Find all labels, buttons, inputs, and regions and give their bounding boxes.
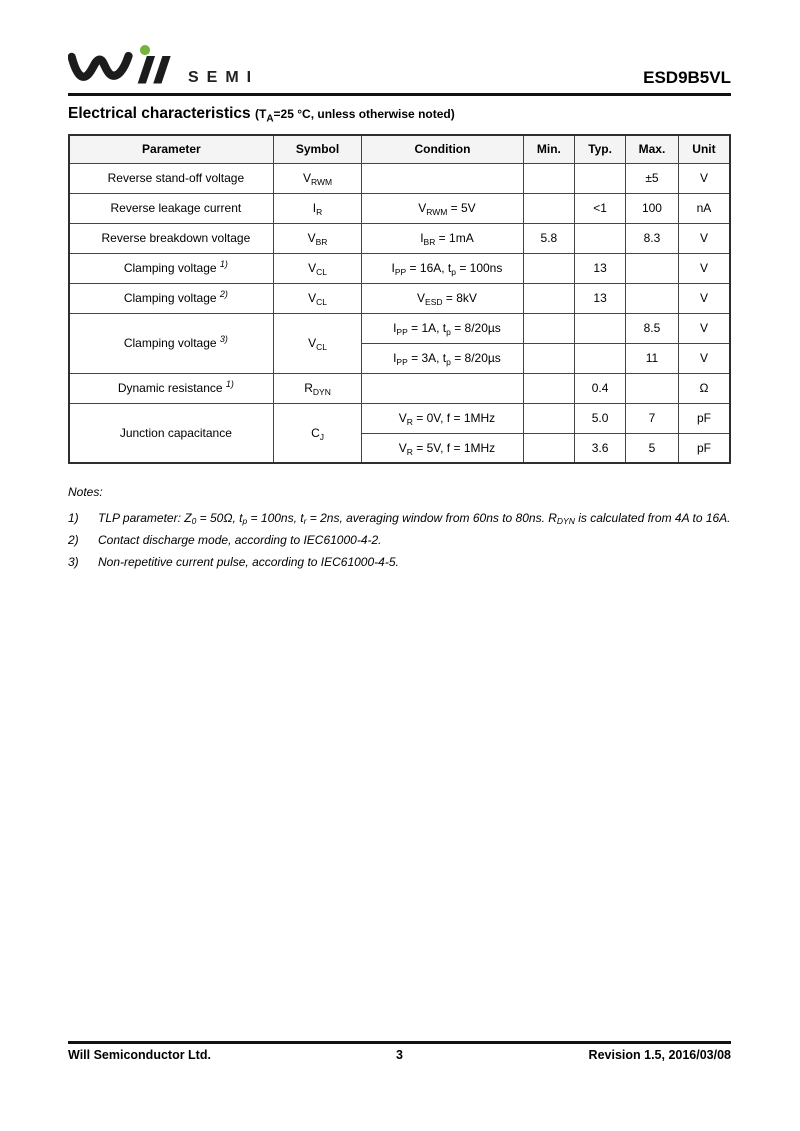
unit-cell: V <box>678 253 730 283</box>
max-cell: 8.5 <box>626 313 679 343</box>
note-number: 3) <box>68 555 79 569</box>
note-item <box>68 551 731 573</box>
page-footer <box>68 1041 731 1062</box>
note-text: TLP parameter: $Z_0 = 50\Omega$, $t_p = 100ns$, $t_r = 2ns$, averaging window from 60ns to 80ns. $R_{DYN}$ is calculated from 4A to 16A. <box>98 511 731 526</box>
condition-cell: $V_R = 0V$, f = 1MHz <box>362 403 523 433</box>
symbol-cell: $V_{BR}$ <box>273 223 362 253</box>
condition-cell: $I_{PP} = 1A$, $t_p = 8/20\mu s$ <box>362 313 523 343</box>
part-number: ESD9B5VL <box>643 68 731 87</box>
col-header-unit: Unit <box>678 135 730 163</box>
note-text: Contact discharge mode, according to IEC61000-4-2. <box>98 533 382 547</box>
typ-cell: 0.4 <box>575 373 626 403</box>
table-header-row <box>69 135 730 163</box>
logo-slash-1 <box>138 56 155 84</box>
typ-cell: <1 <box>575 193 626 223</box>
param-cell: Clamping voltage $^{2)}$ <box>69 283 273 313</box>
col-header-parameter: Parameter <box>69 135 273 163</box>
condition-cell: $V_R = 5V$, f = 1MHz <box>362 433 523 463</box>
condition-cell: $V_{ESD} = 8kV$ <box>362 283 523 313</box>
max-cell: 5 <box>626 433 679 463</box>
footer-rule <box>68 1041 731 1044</box>
condition-cell: $V_{RWM} = 5V$ <box>362 193 523 223</box>
min-cell <box>523 253 575 283</box>
logo-semi-text: SEMI <box>188 69 260 86</box>
symbol-cell: $V_{CL}$ <box>273 253 362 283</box>
max-cell: 7 <box>626 403 679 433</box>
table-row <box>69 403 730 433</box>
col-header-symbol: Symbol <box>273 135 362 163</box>
symbol-cell: $I_R$ <box>273 193 362 223</box>
notes-label: Notes: <box>68 485 103 499</box>
typ-cell: 5.0 <box>575 403 626 433</box>
note-item <box>68 507 731 529</box>
symbol-cell: $V_{CL}$ <box>273 283 362 313</box>
table-row <box>69 253 730 283</box>
col-header-condition: Condition <box>362 135 523 163</box>
page-header <box>68 0 731 90</box>
unit-cell: nA <box>678 193 730 223</box>
typ-cell: 13 <box>575 283 626 313</box>
section-title-condition: ($T_A=25$ °C, unless otherwise noted) <box>254 107 455 125</box>
typ-cell <box>575 163 626 193</box>
typ-cell <box>575 223 626 253</box>
note-number: 2) <box>68 533 79 547</box>
unit-cell: V <box>678 163 730 193</box>
note-text: Non-repetitive current pulse, according to IEC61000-4-5. <box>98 555 399 569</box>
section-title <box>68 105 731 123</box>
notes-section <box>68 481 731 573</box>
param-cell: Reverse stand-off voltage <box>69 163 273 193</box>
max-cell: ±5 <box>626 163 679 193</box>
min-cell: 5.8 <box>523 223 575 253</box>
max-cell <box>626 253 679 283</box>
table-row <box>69 313 730 343</box>
min-cell <box>523 283 575 313</box>
logo-green-dot <box>140 45 150 55</box>
min-cell <box>523 403 575 433</box>
header-rule <box>68 93 731 96</box>
footer-page-number: 3 <box>396 1048 403 1062</box>
param-cell: Junction capacitance <box>69 403 273 463</box>
unit-cell: V <box>678 343 730 373</box>
col-header-typ: Typ. <box>575 135 626 163</box>
param-cell: Clamping voltage $^{1)}$ <box>69 253 273 283</box>
footer-revision: Revision 1.5, 2016/03/08 <box>588 1048 732 1062</box>
min-cell <box>523 433 575 463</box>
table-row <box>69 193 730 223</box>
willsemi-logo <box>68 44 259 90</box>
max-cell: 11 <box>626 343 679 373</box>
symbol-cell: $V_{CL}$ <box>273 313 362 373</box>
condition-cell: $I_{BR} = 1mA$ <box>362 223 523 253</box>
max-cell <box>626 373 679 403</box>
param-cell: Clamping voltage $^{3)}$ <box>69 313 273 373</box>
section-title-main: Electrical characteristics <box>68 105 251 122</box>
min-cell <box>523 313 575 343</box>
unit-cell: pF <box>678 403 730 433</box>
condition-cell: $I_{PP} = 16A$, $t_p = 100ns$ <box>362 253 523 283</box>
min-cell <box>523 163 575 193</box>
electrical-characteristics-table <box>68 134 731 464</box>
param-cell: Reverse breakdown voltage <box>69 223 273 253</box>
table-row <box>69 373 730 403</box>
max-cell: 100 <box>626 193 679 223</box>
willsemi-logo-icon <box>68 44 178 90</box>
footer-company: Will Semiconductor Ltd. <box>68 1048 211 1062</box>
max-cell: 8.3 <box>626 223 679 253</box>
min-cell <box>523 343 575 373</box>
typ-cell <box>575 313 626 343</box>
logo-slash-2 <box>153 56 170 84</box>
typ-cell <box>575 343 626 373</box>
note-number: 1) <box>68 511 79 525</box>
symbol-cell: $R_{DYN}$ <box>273 373 362 403</box>
condition-cell: $I_{PP} = 3A$, $t_p = 8/20\mu s$ <box>362 343 523 373</box>
symbol-cell: $V_{RWM}$ <box>273 163 362 193</box>
condition-cell <box>362 163 523 193</box>
note-item <box>68 529 731 551</box>
param-cell: Reverse leakage current <box>69 193 273 223</box>
param-cell: Dynamic resistance $^{1)}$ <box>69 373 273 403</box>
unit-cell: V <box>678 283 730 313</box>
table-row <box>69 283 730 313</box>
unit-cell: V <box>678 223 730 253</box>
max-cell <box>626 283 679 313</box>
col-header-min: Min. <box>523 135 575 163</box>
col-header-max: Max. <box>626 135 679 163</box>
symbol-cell: $C_J$ <box>273 403 362 463</box>
unit-cell: pF <box>678 433 730 463</box>
min-cell <box>523 373 575 403</box>
table-row <box>69 163 730 193</box>
condition-cell <box>362 373 523 403</box>
table-row <box>69 223 730 253</box>
min-cell <box>523 193 575 223</box>
unit-cell: V <box>678 313 730 343</box>
typ-cell: 13 <box>575 253 626 283</box>
unit-cell: Ω <box>678 373 730 403</box>
typ-cell: 3.6 <box>575 433 626 463</box>
